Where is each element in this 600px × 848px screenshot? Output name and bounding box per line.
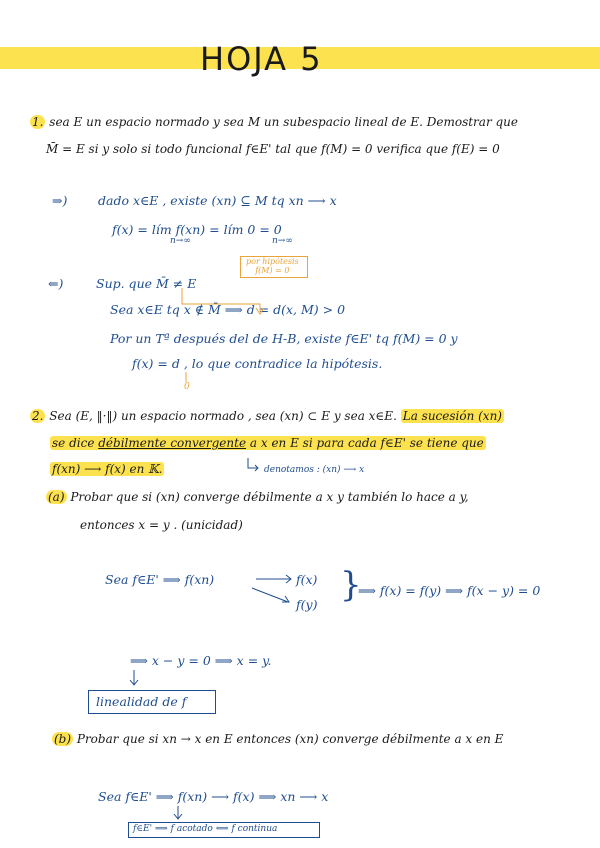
ex2-denote-arrow bbox=[246, 458, 260, 474]
ex2-line2-post: a x en E si para cada f∈E' se tiene que bbox=[249, 436, 484, 450]
hypothesis-note: por hipótesis f(M) = 0 bbox=[246, 257, 299, 275]
ex1-forward-line1: dado x∈E , existe (xn) ⊆ M tq xn ⟶ x bbox=[98, 193, 337, 208]
ex2a-fx: f(x) bbox=[296, 572, 318, 587]
ex1-number: 1. bbox=[32, 115, 44, 129]
ex1-backward-line4: f(x) = d , lo que contradice la hipótesis. bbox=[132, 356, 383, 371]
ex2a-line1-text: Probar que si (xn) converge débilmente a x y también lo hace a y, bbox=[70, 490, 469, 504]
ex1-zero-arrow bbox=[182, 372, 192, 384]
ex1-backward-line2: Sea x∈E tq x ∉ M̄ ⟹ d = d(x, M) > 0 bbox=[110, 302, 346, 317]
ex2a-linearity-label: linealidad de f bbox=[96, 694, 187, 709]
ex2a-solution-start: Sea f∈E' ⟹ f(xn) bbox=[105, 572, 215, 587]
ex1-forward-line2: f(x) = lím f(xn) = lím 0 = 0 bbox=[112, 222, 282, 237]
ex2b-statement-line1 bbox=[52, 732, 503, 746]
page-title: HOJA 5 bbox=[200, 40, 323, 78]
ex1-statement-line1 bbox=[30, 115, 518, 129]
ex2a-brace: } bbox=[340, 565, 362, 605]
ex2a-arrow-to-fx bbox=[256, 571, 296, 587]
ex1-backward-line3: Por un Tª después del de H-B, existe f∈E' tq f(M) = 0 y bbox=[110, 331, 458, 346]
ex2a-conclusion: ⟹ f(x) = f(y) ⟹ f(x − y) = 0 bbox=[358, 583, 541, 598]
ex1-statement-line2: M̄ = E si y solo si todo funcional f∈E' tal que f(M) = 0 verifica que f(E) = 0 bbox=[46, 142, 500, 156]
ex2b-label: (b) bbox=[54, 732, 72, 746]
ex2-line2-pre: se dice bbox=[52, 436, 95, 450]
ex1-zero-mark: 0 bbox=[184, 382, 190, 392]
ex2a-statement-line2: entonces x = y . (unicidad) bbox=[80, 518, 243, 532]
ex2a-fy: f(y) bbox=[296, 597, 318, 612]
ex2b-continuity-label: f∈E' ⟹ f acotado ⟺ f continua bbox=[133, 824, 278, 834]
ex1-backward-line1: Sup. que M̄ ≠ E bbox=[96, 276, 197, 291]
ex2a-arrow-to-fy bbox=[252, 588, 296, 608]
ex2-line1-text: Sea (E, ‖·‖) un espacio normado , sea (xn) ⊂ E y sea x∈E. bbox=[49, 409, 397, 423]
ex2b-solution: Sea f∈E' ⟹ f(xn) ⟶ f(x) ⟹ xn ⟶ x bbox=[98, 789, 329, 804]
ex2-statement-line2 bbox=[50, 436, 486, 450]
ex2-number: 2. bbox=[32, 409, 44, 423]
ex2-line1-highlight: La sucesión (xn) bbox=[402, 409, 502, 423]
ex2-statement-line3: f(xn) ⟶ f(x) en 𝕂. bbox=[52, 462, 163, 476]
ex2b-down-arrow bbox=[172, 806, 184, 822]
ex2-statement-line1 bbox=[30, 409, 504, 423]
ex1-forward-arrow: ⇒) bbox=[52, 193, 68, 208]
ex1-limit-sub-1: n→∞ bbox=[170, 236, 191, 246]
ex1-orange-arrow bbox=[180, 286, 270, 326]
ex2b-line1-text: Probar que si xn → x en E entonces (xn) converge débilmente a x en E bbox=[76, 732, 504, 746]
ex2a-label: (a) bbox=[48, 490, 65, 504]
ex2a-step: ⟹ x − y = 0 ⟹ x = y. bbox=[130, 653, 272, 668]
ex2-weak-convergence-term: débilmente convergente bbox=[98, 436, 247, 450]
ex2a-down-arrow bbox=[128, 670, 140, 688]
ex2-denote-note: denotamos : (xn) ⟶ x bbox=[264, 465, 365, 475]
ex1-line1-text: sea E un espacio normado y sea M un subespacio lineal de E. Demostrar que bbox=[49, 115, 519, 129]
ex1-backward-arrow: ⇐) bbox=[48, 276, 64, 291]
ex2a-statement-line1 bbox=[46, 490, 469, 504]
ex1-limit-sub-2: n→∞ bbox=[272, 236, 293, 246]
